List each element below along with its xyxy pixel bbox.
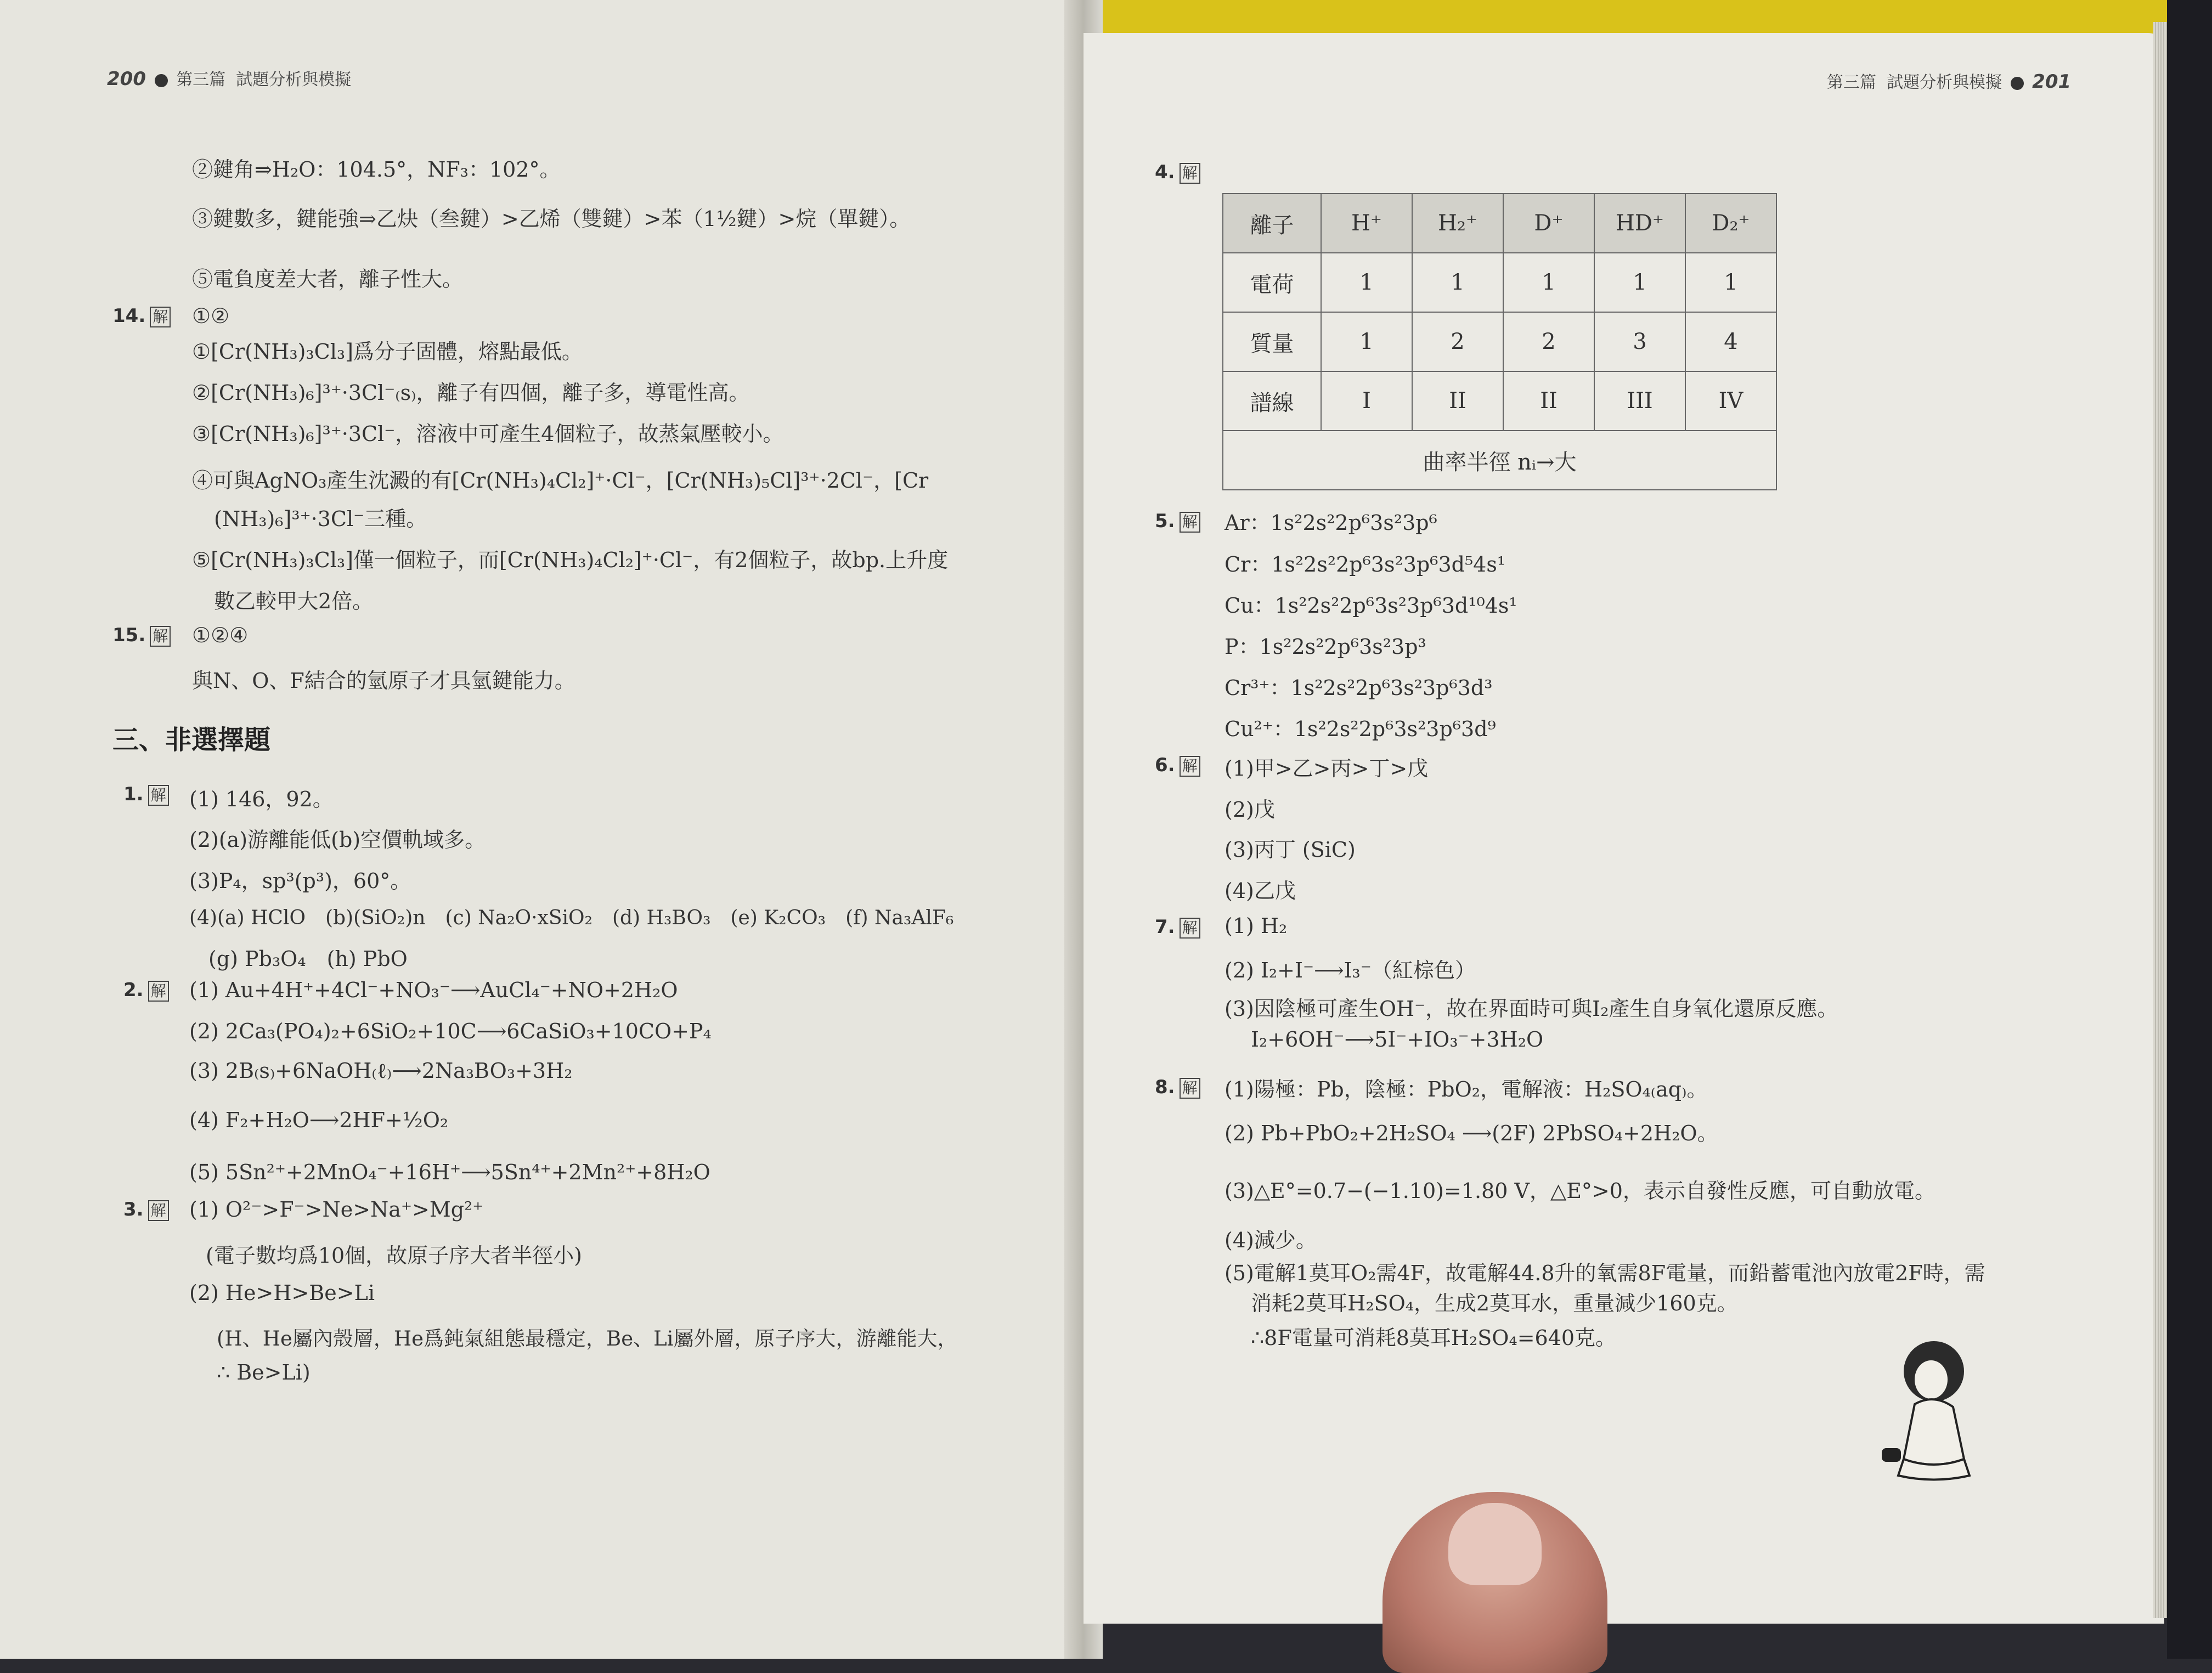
desk-background-right [2167,0,2212,1659]
table-cell: IV [1685,371,1776,431]
text-line: (g) Pb₃O₄ (h) PbO [208,947,408,971]
question-number: 14. 解 [112,305,171,327]
text-line: (1) H₂ [1224,914,1288,938]
table-cell: 1 [1594,253,1685,312]
text-line: ③鍵數多，鍵能強⇒乙炔（叁鍵）>乙烯（雙鍵）>苯（1½鍵）>烷（單鍵）。 [192,207,911,231]
solution-mark: 解 [1180,918,1200,939]
table-header-cell: D₂⁺ [1685,194,1776,253]
text-line: (4)減少。 [1224,1228,1317,1252]
table-cell: 質量 [1223,312,1321,371]
ion-table [1222,193,1777,490]
table-cell: III [1594,371,1685,431]
table-cell: II [1412,371,1503,431]
solution-mark: 解 [1180,512,1200,533]
text-line: Cu²⁺：1s²2s²2p⁶3s²3p⁶3d⁹ [1224,717,1496,741]
solution-mark: 解 [148,981,169,1002]
text-line: (2) Pb+PbO₂+2H₂SO₄ ⟶(2F) 2PbSO₄+2H₂O。 [1224,1121,1718,1145]
table-cell: 電荷 [1223,253,1321,312]
table-cell: 4 [1685,312,1776,371]
question-number: 15. 解 [112,624,171,647]
text-line: ⑤電負度差大者，離子性大。 [192,267,464,291]
table-footer-cell: 曲率半徑 nᵢ→大 [1223,431,1776,490]
solution-mark: 解 [1180,1078,1200,1099]
solution-mark: 解 [150,307,171,327]
solution-mark: 解 [150,626,171,647]
table-header-row [1223,194,1776,253]
text-line: (NH₃)₆]³⁺·3Cl⁻三種。 [214,507,427,531]
section-heading: 三、非選擇題 [112,725,271,755]
table-cell: I [1321,371,1412,431]
text-line: (4)(a) HClO (b)(SiO₂)n (c) Na₂O·xSiO₂ (d) H₃BO₃ (e) K₂CO₃ (f) Na₃AlF₆ [189,907,954,929]
cartoon-girl-illustration [1882,1338,1986,1481]
table-footer-row [1223,431,1776,490]
text-line: (3)丙丁 (SiC) [1224,838,1356,862]
question-number: 3. 解 [123,1199,169,1221]
text-line: (3)因陰極可產生OH⁻，故在界面時可與I₂產生自身氧化還原反應。 [1224,997,1838,1021]
table-row [1223,253,1776,312]
text-line: ⑤[Cr(NH₃)₃Cl₃]僅一個粒子，而[Cr(NH₃)₄Cl₂]⁺·Cl⁻，有2個粒子，故bp.上升度 [192,548,949,572]
text-line: Cr³⁺：1s²2s²2p⁶3s²3p⁶3d³ [1224,676,1493,700]
table-cell: 譜線 [1223,371,1321,431]
answer-text: ①②④ [192,623,249,647]
question-number: 8. 解 [1155,1076,1200,1099]
question-number: 6. 解 [1155,754,1200,777]
table-header-cell: H⁺ [1321,194,1412,253]
table-cell: 2 [1503,312,1594,371]
text-line: (5)電解1莫耳O₂需4F，故電解44.8升的氧需8F電量，而鉛蓄電池內放電2F時，需 [1224,1261,1985,1285]
table-header-cell: HD⁺ [1594,194,1685,253]
part-label: 第三篇 [176,70,226,89]
right-page-header [1827,69,2071,93]
text-line: (4)乙戊 [1224,879,1296,903]
text-line: (1)甲>乙>丙>丁>戊 [1224,756,1429,781]
text-line: 數乙較甲大2倍。 [214,589,374,613]
left-page-header [107,66,351,90]
text-line: (2)(a)游離能低(b)空價軌域多。 [189,828,486,852]
text-line: P：1s²2s²2p⁶3s²3p³ [1224,635,1426,659]
text-line: Ar：1s²2s²2p⁶3s²3p⁶ [1224,511,1437,535]
table-cell: 1 [1321,312,1412,371]
table-row [1223,371,1776,431]
answer-text: ①② [192,304,230,328]
text-line: (電子數均爲10個，故原子序大者半徑小) [206,1244,583,1268]
table-header-cell: 離子 [1223,194,1321,253]
table-cell: 3 [1594,312,1685,371]
section-label: 試題分析與模擬 [1887,73,2002,92]
text-line: ①[Cr(NH₃)₃Cl₃]爲分子固體，熔點最低。 [192,340,583,364]
table-cell: 1 [1321,253,1412,312]
text-line: 消耗2莫耳H₂SO₄，生成2莫耳水，重量減少160克。 [1251,1291,1738,1315]
question-number: 1. 解 [123,783,169,806]
text-line: (5) 5Sn²⁺+2MnO₄⁻+16H⁺⟶5Sn⁴⁺+2Mn²⁺+8H₂O [189,1160,710,1184]
bullet-icon [155,74,168,87]
question-number: 2. 解 [123,979,169,1002]
left-page [0,0,1084,1659]
text-line: (1) O²⁻>F⁻>Ne>Na⁺>Mg²⁺ [189,1197,484,1222]
text-line: (1)陽極：Pb，陰極：PbO₂，電解液：H₂SO₄₍aq₎。 [1224,1077,1708,1101]
question-number: 4. 解 [1155,161,1200,184]
page-edge [2153,22,2167,1618]
solution-mark: 解 [1180,163,1200,184]
part-label: 第三篇 [1827,73,1876,92]
text-line: (2)戊 [1224,798,1275,822]
text-line: I₂+6OH⁻⟶5I⁻+IO₃⁻+3H₂O [1251,1027,1544,1052]
bullet-icon [2011,77,2024,90]
table-cell: 1 [1412,253,1503,312]
text-line: (3)P₄，sp³(p³)，60°。 [189,869,411,893]
solution-mark: 解 [148,785,169,806]
text-line: ④可與AgNO₃產生沈澱的有[Cr(NH₃)₄Cl₂]⁺·Cl⁻，[Cr(NH₃)₅Cl]³⁺·2Cl⁻，[Cr [192,468,929,493]
text-line: (2) He>H>Be>Li [189,1281,375,1305]
text-line: 與N、O、F結合的氫原子才具氫鍵能力。 [192,669,575,693]
text-line: (2) 2Ca₃(PO₄)₂+6SiO₂+10C⟶6CaSiO₃+10CO+P₄ [189,1019,712,1043]
text-line: Cr：1s²2s²2p⁶3s²3p⁶3d⁵4s¹ [1224,552,1506,576]
table-cell: 1 [1503,253,1594,312]
solution-mark: 解 [148,1200,169,1221]
text-line: ②[Cr(NH₃)₆]³⁺·3Cl⁻₍s₎，離子有四個，離子多，導電性高。 [192,381,750,405]
text-line: ②鍵角⇒H₂O：104.5°，NF₃：102°。 [192,157,561,182]
text-line: Cu：1s²2s²2p⁶3s²3p⁶3d¹⁰4s¹ [1224,594,1517,618]
text-line: (3)△E°=0.7−(−1.10)=1.80 V，△E°>0，表示自發性反應，可自動放電。 [1224,1179,1936,1203]
text-line: ③[Cr(NH₃)₆]³⁺·3Cl⁻，溶液中可產生4個粒子，故蒸氣壓較小。 [192,422,784,446]
thumbnail [1448,1503,1542,1585]
text-line: (2) I₂+I⁻⟶I₃⁻（紅棕色） [1224,958,1476,982]
question-number: 5. 解 [1155,510,1200,533]
question-number: 7. 解 [1155,916,1200,939]
solution-mark: 解 [1180,756,1200,777]
page-number: 201 [2032,71,2072,93]
table-cell: II [1503,371,1594,431]
table-cell: 1 [1685,253,1776,312]
table-header-cell: D⁺ [1503,194,1594,253]
table-header-cell: H₂⁺ [1412,194,1503,253]
table-row [1223,312,1776,371]
text-line: (4) F₂+H₂O⟶2HF+½O₂ [189,1108,449,1132]
section-label: 試題分析與模擬 [236,70,352,89]
text-line: (H、He屬內殼層，He爲鈍氣組態最穩定，Be、Li屬外層，原子序大，游離能大， [217,1327,958,1350]
text-line: ∴8F電量可消耗8莫耳H₂SO₄=640克。 [1251,1326,1617,1350]
table-cell: 2 [1412,312,1503,371]
text-line: (1) 146，92。 [189,787,334,811]
page-number: 200 [107,68,146,90]
text-line: (1) Au+4H⁺+4Cl⁻+NO₃⁻⟶AuCl₄⁻+NO+2H₂O [189,978,678,1002]
text-line: (3) 2B₍s₎+6NaOH₍ℓ₎⟶2Na₃BO₃+3H₂ [189,1059,573,1083]
text-line: ∴ Be>Li) [217,1360,311,1384]
